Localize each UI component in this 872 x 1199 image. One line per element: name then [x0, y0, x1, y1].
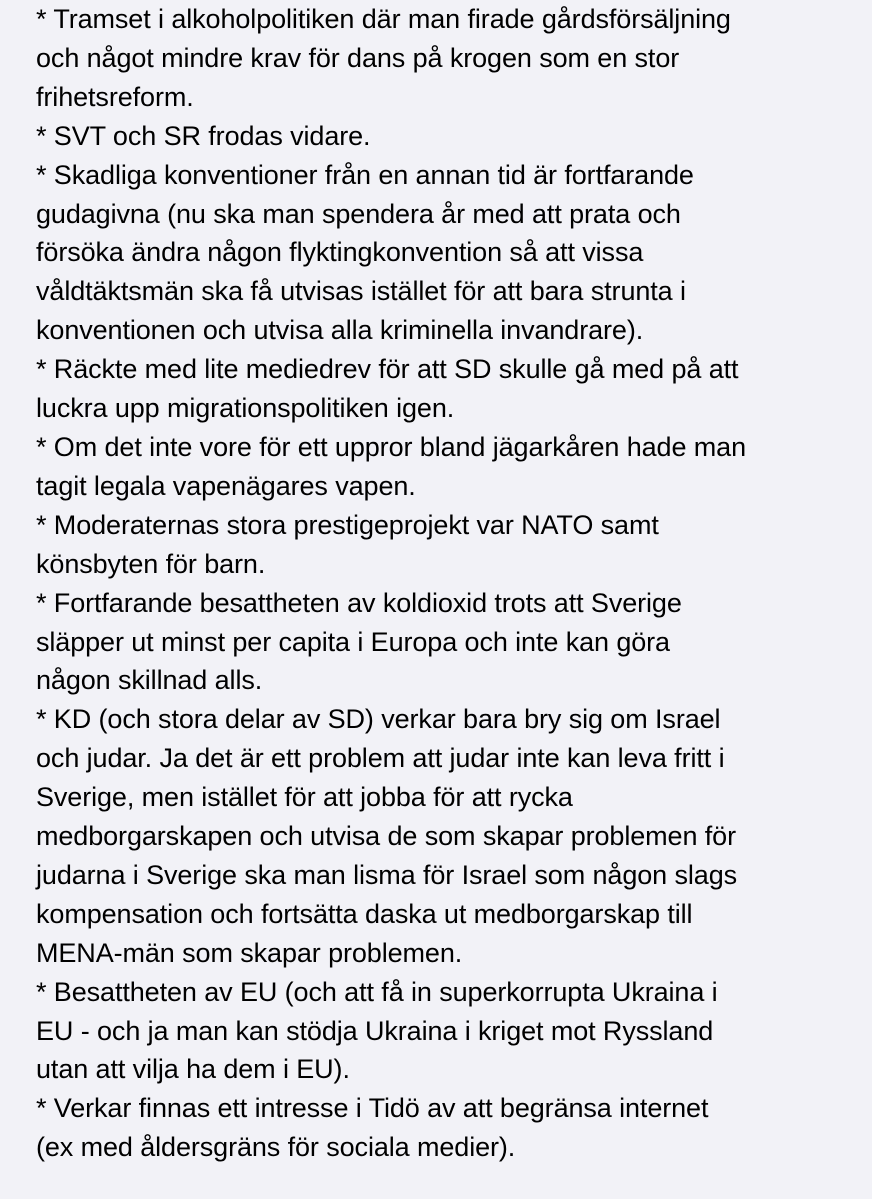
text-line: luckra upp migrationspolitiken igen.: [36, 393, 455, 424]
text-line: * Tramset i alkoholpolitiken där man firade gårdsförsäljning: [36, 4, 731, 34]
text-line: släpper ut minst per capita i Europa och inte kan göra: [36, 626, 670, 657]
text-line: * Fortfarande besattheten av koldioxid trots att Sverige: [36, 587, 682, 618]
text-line: * Moderaternas stora prestigeprojekt var NATO samt: [36, 509, 659, 540]
text-line: (ex med åldersgräns för sociala medier).: [36, 1132, 516, 1163]
text-line: Sverige, men istället för att jobba för att rycka: [36, 782, 573, 813]
text-line: * KD (och stora delar av SD) verkar bara bry sig om Israel: [36, 704, 721, 735]
text-line: gudagivna (nu ska man spendera år med att prata och: [36, 198, 681, 229]
text-line: våldtäktsmän ska få utvisas istället för att bara strunta i: [36, 276, 686, 307]
text-line: * Besattheten av EU (och att få in superkorrupta Ukraina i: [36, 976, 718, 1007]
text-line: konventionen och utvisa alla kriminella invandrare).: [36, 315, 644, 346]
text-line: * SVT och SR frodas vidare.: [36, 120, 371, 151]
text-line: frihetsreform.: [36, 81, 194, 112]
text-line: och judar. Ja det är ett problem att judar inte kan leva fritt i: [36, 743, 725, 774]
text-line: tagit legala vapenägares vapen.: [36, 470, 416, 501]
text-line: någon skillnad alls.: [36, 665, 263, 696]
text-line: medborgarskapen och utvisa de som skapar problemen för: [36, 821, 736, 852]
text-line: försöka ändra någon flyktingkonvention så att vissa: [36, 237, 644, 268]
text-line: * Om det inte vore för ett uppror bland jägarkåren hade man: [36, 431, 747, 462]
text-line: MENA-män som skapar problemen.: [36, 937, 463, 968]
text-line: kompensation och fortsätta daska ut medborgarskap till: [36, 898, 693, 929]
text-line: utan att vilja ha dem i EU).: [36, 1054, 350, 1085]
text-line: könsbyten för barn.: [36, 548, 266, 579]
text-line: * Skadliga konventioner från en annan tid är fortfarande: [36, 159, 694, 190]
text-line: EU - och ja man kan stödja Ukraina i kriget mot Ryssland: [36, 1015, 714, 1046]
text-line: * Räckte med lite mediedrev för att SD skulle gå med på att: [36, 354, 739, 385]
text-line: och något mindre krav för dans på krogen som en stor: [36, 42, 680, 73]
text-line: * Verkar finnas ett intresse i Tidö av att begränsa internet: [36, 1093, 709, 1124]
text-line: judarna i Sverige ska man lisma för Israel som någon slags: [36, 859, 738, 890]
